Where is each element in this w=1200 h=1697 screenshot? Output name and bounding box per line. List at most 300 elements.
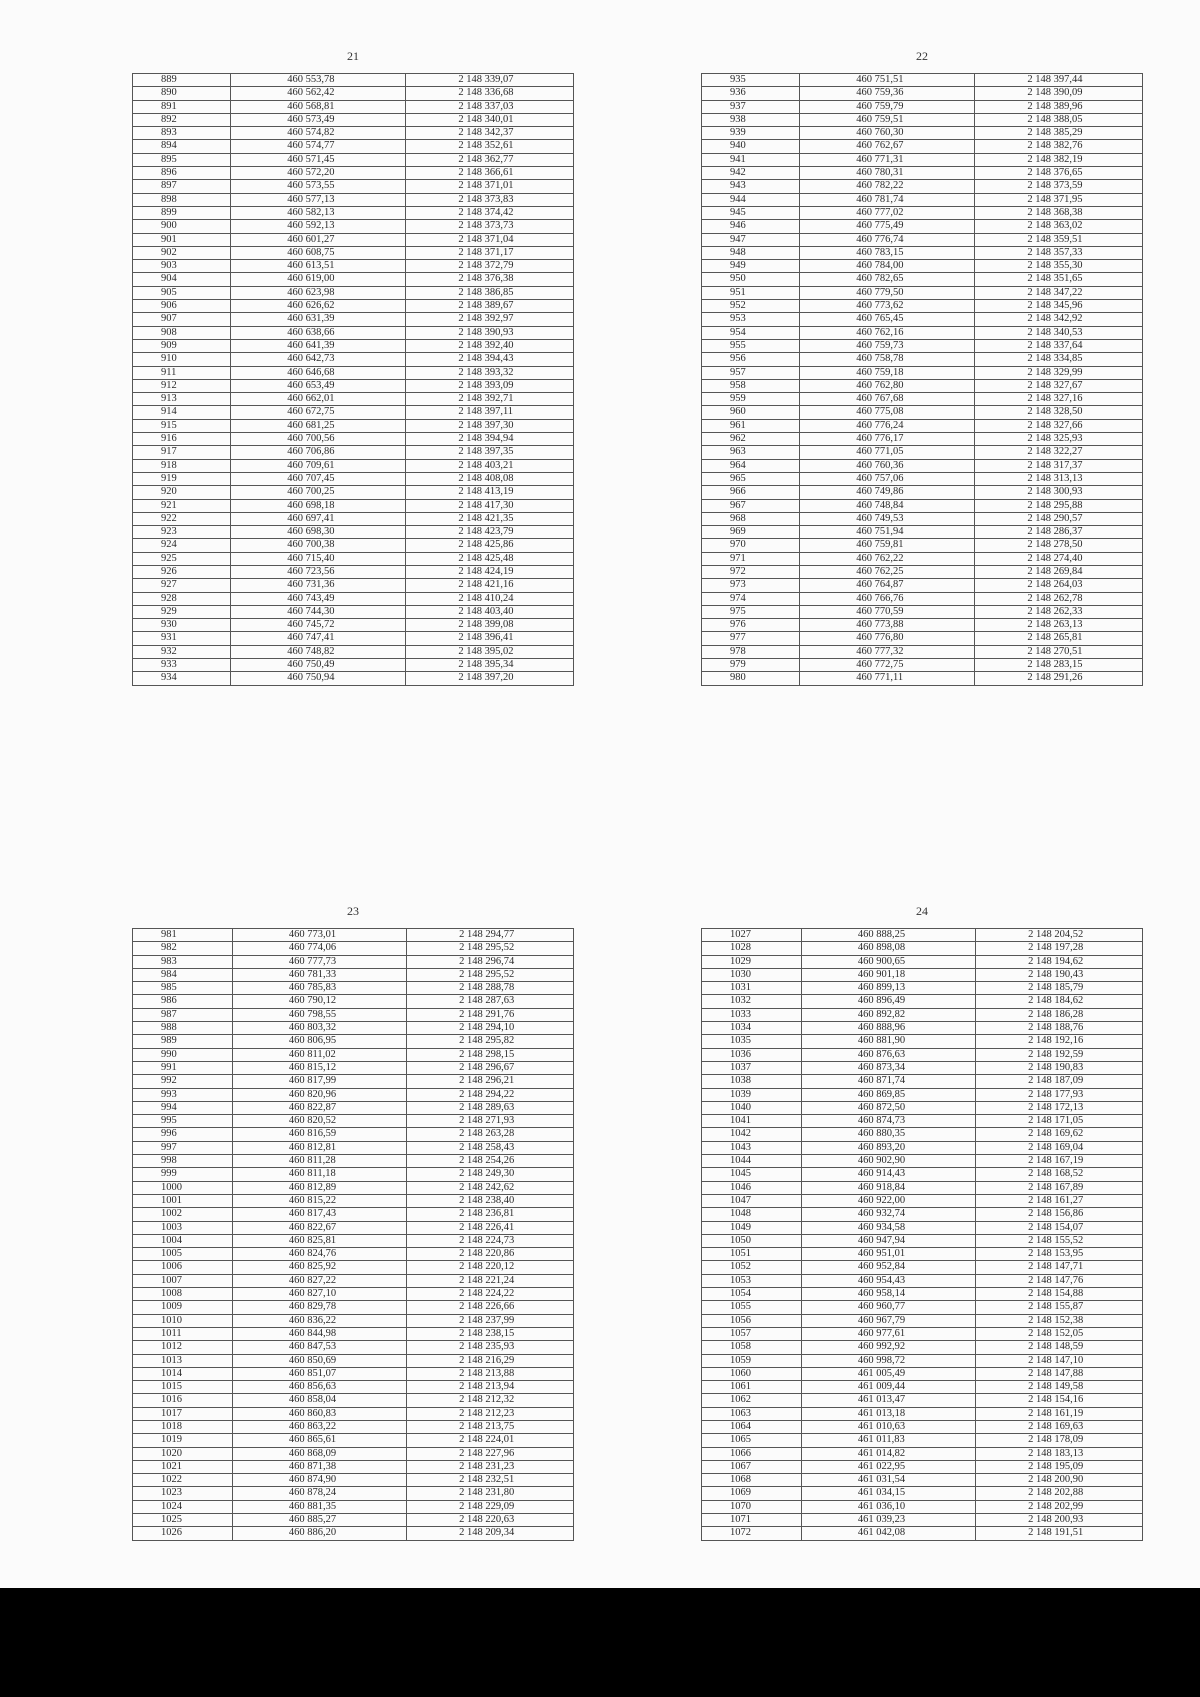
point-number-cell: 919 xyxy=(133,472,231,485)
y-coordinate-cell: 2 148 397,20 xyxy=(406,672,574,685)
table-row xyxy=(702,286,1143,299)
table-row xyxy=(702,982,1143,995)
page-22 xyxy=(701,49,1143,684)
table-row xyxy=(702,995,1143,1008)
x-coordinate-cell: 460 642,73 xyxy=(231,353,406,366)
point-number-cell: 950 xyxy=(702,273,800,286)
point-number-cell: 969 xyxy=(702,526,800,539)
table-row xyxy=(702,579,1143,592)
point-number-cell: 998 xyxy=(133,1155,233,1168)
table-row xyxy=(702,486,1143,499)
point-number-cell: 1069 xyxy=(702,1487,802,1500)
table-row xyxy=(702,87,1143,100)
y-coordinate-cell: 2 148 171,05 xyxy=(976,1115,1143,1128)
y-coordinate-cell: 2 148 340,01 xyxy=(406,113,574,126)
table-row xyxy=(133,220,574,233)
x-coordinate-cell: 460 932,74 xyxy=(801,1208,975,1221)
x-coordinate-cell: 460 759,36 xyxy=(800,87,975,100)
point-number-cell: 1071 xyxy=(702,1514,802,1527)
table-row xyxy=(133,419,574,432)
y-coordinate-cell: 2 148 403,40 xyxy=(406,605,574,618)
x-coordinate-cell: 460 881,35 xyxy=(232,1500,406,1513)
point-number-cell: 1034 xyxy=(702,1022,802,1035)
x-coordinate-cell: 460 824,76 xyxy=(232,1248,406,1261)
point-number-cell: 1005 xyxy=(133,1248,233,1261)
x-coordinate-cell: 460 822,67 xyxy=(232,1221,406,1234)
point-number-cell: 909 xyxy=(133,339,231,352)
y-coordinate-cell: 2 148 183,13 xyxy=(976,1447,1143,1460)
point-number-cell: 963 xyxy=(702,446,800,459)
table-row xyxy=(702,1367,1143,1380)
point-number-cell: 1039 xyxy=(702,1088,802,1101)
y-coordinate-cell: 2 148 236,81 xyxy=(407,1208,574,1221)
x-coordinate-cell: 460 672,75 xyxy=(231,406,406,419)
y-coordinate-cell: 2 148 296,67 xyxy=(407,1061,574,1074)
table-row xyxy=(133,605,574,618)
table-row xyxy=(702,942,1143,955)
x-coordinate-cell: 460 871,38 xyxy=(232,1460,406,1473)
table-row xyxy=(133,459,574,472)
y-coordinate-cell: 2 148 227,96 xyxy=(407,1447,574,1460)
point-number-cell: 986 xyxy=(133,995,233,1008)
table-row xyxy=(133,1407,574,1420)
x-coordinate-cell: 460 743,49 xyxy=(231,592,406,605)
y-coordinate-cell: 2 148 262,78 xyxy=(975,592,1143,605)
table-row xyxy=(133,592,574,605)
table-row xyxy=(133,1194,574,1207)
table-row xyxy=(133,1288,574,1301)
point-number-cell: 913 xyxy=(133,393,231,406)
x-coordinate-cell: 460 829,78 xyxy=(232,1301,406,1314)
y-coordinate-cell: 2 148 300,93 xyxy=(975,486,1143,499)
y-coordinate-cell: 2 148 289,63 xyxy=(407,1101,574,1114)
point-number-cell: 961 xyxy=(702,419,800,432)
table-row xyxy=(133,1394,574,1407)
x-coordinate-cell: 460 820,96 xyxy=(232,1088,406,1101)
point-number-cell: 931 xyxy=(133,632,231,645)
y-coordinate-cell: 2 148 317,37 xyxy=(975,459,1143,472)
point-number-cell: 900 xyxy=(133,220,231,233)
x-coordinate-cell: 460 697,41 xyxy=(231,512,406,525)
x-coordinate-cell: 460 872,50 xyxy=(801,1101,975,1114)
y-coordinate-cell: 2 148 221,24 xyxy=(407,1274,574,1287)
table-row xyxy=(702,672,1143,685)
y-coordinate-cell: 2 148 294,77 xyxy=(407,929,574,942)
x-coordinate-cell: 460 762,22 xyxy=(800,552,975,565)
point-number-cell: 967 xyxy=(702,499,800,512)
point-number-cell: 906 xyxy=(133,300,231,313)
y-coordinate-cell: 2 148 263,28 xyxy=(407,1128,574,1141)
table-row xyxy=(133,1048,574,1061)
x-coordinate-cell: 460 836,22 xyxy=(232,1314,406,1327)
x-coordinate-cell: 460 681,25 xyxy=(231,419,406,432)
y-coordinate-cell: 2 148 337,64 xyxy=(975,339,1143,352)
y-coordinate-cell: 2 148 394,43 xyxy=(406,353,574,366)
x-coordinate-cell: 460 798,55 xyxy=(232,1008,406,1021)
x-coordinate-cell: 460 646,68 xyxy=(231,366,406,379)
point-number-cell: 943 xyxy=(702,180,800,193)
point-number-cell: 949 xyxy=(702,260,800,273)
y-coordinate-cell: 2 148 155,52 xyxy=(976,1234,1143,1247)
table-row xyxy=(702,127,1143,140)
y-coordinate-cell: 2 148 342,92 xyxy=(975,313,1143,326)
point-number-cell: 978 xyxy=(702,645,800,658)
table-row xyxy=(133,1474,574,1487)
y-coordinate-cell: 2 148 283,15 xyxy=(975,659,1143,672)
x-coordinate-cell: 460 757,06 xyxy=(800,472,975,485)
point-number-cell: 990 xyxy=(133,1048,233,1061)
y-coordinate-cell: 2 148 392,40 xyxy=(406,339,574,352)
table-row xyxy=(133,273,574,286)
x-coordinate-cell: 460 856,63 xyxy=(232,1381,406,1394)
table-row xyxy=(133,74,574,87)
point-number-cell: 960 xyxy=(702,406,800,419)
x-coordinate-cell: 460 806,95 xyxy=(232,1035,406,1048)
point-number-cell: 923 xyxy=(133,526,231,539)
x-coordinate-cell: 460 758,78 xyxy=(800,353,975,366)
y-coordinate-cell: 2 148 382,76 xyxy=(975,140,1143,153)
y-coordinate-cell: 2 148 288,78 xyxy=(407,982,574,995)
x-coordinate-cell: 460 764,87 xyxy=(800,579,975,592)
point-number-cell: 917 xyxy=(133,446,231,459)
point-number-cell: 1001 xyxy=(133,1194,233,1207)
x-coordinate-cell: 460 827,10 xyxy=(232,1288,406,1301)
point-number-cell: 905 xyxy=(133,286,231,299)
y-coordinate-cell: 2 148 278,50 xyxy=(975,539,1143,552)
x-coordinate-cell: 460 874,90 xyxy=(232,1474,406,1487)
x-coordinate-cell: 460 773,88 xyxy=(800,619,975,632)
x-coordinate-cell: 460 811,18 xyxy=(232,1168,406,1181)
x-coordinate-cell: 461 036,10 xyxy=(801,1500,975,1513)
table-row xyxy=(702,1527,1143,1540)
table-row xyxy=(133,1101,574,1114)
x-coordinate-cell: 460 553,78 xyxy=(231,74,406,87)
point-number-cell: 1064 xyxy=(702,1420,802,1433)
y-coordinate-cell: 2 148 254,26 xyxy=(407,1155,574,1168)
table-row xyxy=(133,982,574,995)
y-coordinate-cell: 2 148 352,61 xyxy=(406,140,574,153)
point-number-cell: 975 xyxy=(702,605,800,618)
table-row xyxy=(702,1460,1143,1473)
y-coordinate-cell: 2 148 362,77 xyxy=(406,153,574,166)
x-coordinate-cell: 460 776,74 xyxy=(800,233,975,246)
point-number-cell: 938 xyxy=(702,113,800,126)
point-number-cell: 945 xyxy=(702,206,800,219)
y-coordinate-cell: 2 148 262,33 xyxy=(975,605,1143,618)
table-row xyxy=(702,552,1143,565)
x-coordinate-cell: 461 013,18 xyxy=(801,1407,975,1420)
y-coordinate-cell: 2 148 161,19 xyxy=(976,1407,1143,1420)
y-coordinate-cell: 2 148 359,51 xyxy=(975,233,1143,246)
x-coordinate-cell: 460 902,90 xyxy=(801,1155,975,1168)
x-coordinate-cell: 460 860,83 xyxy=(232,1407,406,1420)
x-coordinate-cell: 460 631,39 xyxy=(231,313,406,326)
page-24 xyxy=(701,904,1143,1539)
y-coordinate-cell: 2 148 231,80 xyxy=(407,1487,574,1500)
y-coordinate-cell: 2 148 147,10 xyxy=(976,1354,1143,1367)
table-row xyxy=(133,1487,574,1500)
table-row xyxy=(702,446,1143,459)
point-number-cell: 985 xyxy=(133,982,233,995)
point-number-cell: 1033 xyxy=(702,1008,802,1021)
y-coordinate-cell: 2 148 291,76 xyxy=(407,1008,574,1021)
table-row xyxy=(133,193,574,206)
y-coordinate-cell: 2 148 168,52 xyxy=(976,1168,1143,1181)
coordinates-table xyxy=(132,928,574,1541)
y-coordinate-cell: 2 148 195,09 xyxy=(976,1460,1143,1473)
y-coordinate-cell: 2 148 394,94 xyxy=(406,433,574,446)
y-coordinate-cell: 2 148 167,89 xyxy=(976,1181,1143,1194)
x-coordinate-cell: 460 812,89 xyxy=(232,1181,406,1194)
y-coordinate-cell: 2 148 408,08 xyxy=(406,472,574,485)
point-number-cell: 1067 xyxy=(702,1460,802,1473)
table-row xyxy=(133,486,574,499)
table-row xyxy=(133,1527,574,1540)
y-coordinate-cell: 2 148 393,32 xyxy=(406,366,574,379)
point-number-cell: 1054 xyxy=(702,1288,802,1301)
y-coordinate-cell: 2 148 322,27 xyxy=(975,446,1143,459)
point-number-cell: 964 xyxy=(702,459,800,472)
y-coordinate-cell: 2 148 232,51 xyxy=(407,1474,574,1487)
table-row xyxy=(702,1301,1143,1314)
point-number-cell: 994 xyxy=(133,1101,233,1114)
y-coordinate-cell: 2 148 185,79 xyxy=(976,982,1143,995)
x-coordinate-cell: 460 825,81 xyxy=(232,1234,406,1247)
point-number-cell: 954 xyxy=(702,326,800,339)
table-row xyxy=(702,565,1143,578)
point-number-cell: 1029 xyxy=(702,955,802,968)
coordinates-table xyxy=(132,73,574,686)
table-row xyxy=(133,1155,574,1168)
x-coordinate-cell: 460 899,13 xyxy=(801,982,975,995)
point-number-cell: 979 xyxy=(702,659,800,672)
y-coordinate-cell: 2 148 295,88 xyxy=(975,499,1143,512)
x-coordinate-cell: 460 825,92 xyxy=(232,1261,406,1274)
point-number-cell: 924 xyxy=(133,539,231,552)
y-coordinate-cell: 2 148 399,08 xyxy=(406,619,574,632)
point-number-cell: 1028 xyxy=(702,942,802,955)
point-number-cell: 959 xyxy=(702,393,800,406)
x-coordinate-cell: 460 707,45 xyxy=(231,472,406,485)
point-number-cell: 972 xyxy=(702,565,800,578)
x-coordinate-cell: 460 760,36 xyxy=(800,459,975,472)
x-coordinate-cell: 461 005,49 xyxy=(801,1367,975,1380)
point-number-cell: 1070 xyxy=(702,1500,802,1513)
table-row xyxy=(133,206,574,219)
table-row xyxy=(133,955,574,968)
y-coordinate-cell: 2 148 376,38 xyxy=(406,273,574,286)
x-coordinate-cell: 460 772,75 xyxy=(800,659,975,672)
y-coordinate-cell: 2 148 295,52 xyxy=(407,942,574,955)
x-coordinate-cell: 460 785,83 xyxy=(232,982,406,995)
y-coordinate-cell: 2 148 295,82 xyxy=(407,1035,574,1048)
table-row xyxy=(133,446,574,459)
y-coordinate-cell: 2 148 286,37 xyxy=(975,526,1143,539)
table-row xyxy=(702,1061,1143,1074)
y-coordinate-cell: 2 148 169,62 xyxy=(976,1128,1143,1141)
point-number-cell: 1009 xyxy=(133,1301,233,1314)
point-number-cell: 982 xyxy=(133,942,233,955)
table-row xyxy=(702,1022,1143,1035)
point-number-cell: 987 xyxy=(133,1008,233,1021)
point-number-cell: 1030 xyxy=(702,968,802,981)
table-row xyxy=(702,180,1143,193)
point-number-cell: 951 xyxy=(702,286,800,299)
table-row xyxy=(702,339,1143,352)
x-coordinate-cell: 460 750,94 xyxy=(231,672,406,685)
table-row xyxy=(702,1048,1143,1061)
y-coordinate-cell: 2 148 347,22 xyxy=(975,286,1143,299)
x-coordinate-cell: 460 960,77 xyxy=(801,1301,975,1314)
point-number-cell: 1065 xyxy=(702,1434,802,1447)
point-number-cell: 927 xyxy=(133,579,231,592)
table-row xyxy=(702,955,1143,968)
x-coordinate-cell: 460 847,53 xyxy=(232,1341,406,1354)
table-row xyxy=(133,393,574,406)
x-coordinate-cell: 460 715,40 xyxy=(231,552,406,565)
x-coordinate-cell: 460 773,62 xyxy=(800,300,975,313)
x-coordinate-cell: 460 773,01 xyxy=(232,929,406,942)
y-coordinate-cell: 2 148 224,73 xyxy=(407,1234,574,1247)
table-row xyxy=(702,1447,1143,1460)
table-row xyxy=(133,379,574,392)
x-coordinate-cell: 460 815,22 xyxy=(232,1194,406,1207)
table-row xyxy=(133,313,574,326)
x-coordinate-cell: 460 892,82 xyxy=(801,1008,975,1021)
point-number-cell: 991 xyxy=(133,1061,233,1074)
y-coordinate-cell: 2 148 177,93 xyxy=(976,1088,1143,1101)
point-number-cell: 910 xyxy=(133,353,231,366)
table-row xyxy=(133,113,574,126)
y-coordinate-cell: 2 148 147,76 xyxy=(976,1274,1143,1287)
point-number-cell: 965 xyxy=(702,472,800,485)
point-number-cell: 1024 xyxy=(133,1500,233,1513)
x-coordinate-cell: 460 573,49 xyxy=(231,113,406,126)
x-coordinate-cell: 460 858,04 xyxy=(232,1394,406,1407)
table-row xyxy=(702,1115,1143,1128)
x-coordinate-cell: 460 762,80 xyxy=(800,379,975,392)
table-row xyxy=(133,1061,574,1074)
point-number-cell: 1015 xyxy=(133,1381,233,1394)
table-row xyxy=(133,1420,574,1433)
x-coordinate-cell: 460 893,20 xyxy=(801,1141,975,1154)
point-number-cell: 947 xyxy=(702,233,800,246)
x-coordinate-cell: 460 951,01 xyxy=(801,1248,975,1261)
table-row xyxy=(702,233,1143,246)
point-number-cell: 1038 xyxy=(702,1075,802,1088)
x-coordinate-cell: 460 744,30 xyxy=(231,605,406,618)
table-row xyxy=(702,1514,1143,1527)
table-row xyxy=(133,1208,574,1221)
y-coordinate-cell: 2 148 386,85 xyxy=(406,286,574,299)
point-number-cell: 1043 xyxy=(702,1141,802,1154)
y-coordinate-cell: 2 148 385,29 xyxy=(975,127,1143,140)
point-number-cell: 1021 xyxy=(133,1460,233,1473)
point-number-cell: 908 xyxy=(133,326,231,339)
x-coordinate-cell: 460 992,92 xyxy=(801,1341,975,1354)
point-number-cell: 940 xyxy=(702,140,800,153)
x-coordinate-cell: 460 760,30 xyxy=(800,127,975,140)
x-coordinate-cell: 460 748,84 xyxy=(800,499,975,512)
y-coordinate-cell: 2 148 327,67 xyxy=(975,379,1143,392)
x-coordinate-cell: 461 022,95 xyxy=(801,1460,975,1473)
point-number-cell: 912 xyxy=(133,379,231,392)
point-number-cell: 1018 xyxy=(133,1420,233,1433)
x-coordinate-cell: 460 901,18 xyxy=(801,968,975,981)
point-number-cell: 894 xyxy=(133,140,231,153)
x-coordinate-cell: 460 952,84 xyxy=(801,1261,975,1274)
point-number-cell: 1000 xyxy=(133,1181,233,1194)
y-coordinate-cell: 2 148 152,38 xyxy=(976,1314,1143,1327)
y-coordinate-cell: 2 148 213,94 xyxy=(407,1381,574,1394)
y-coordinate-cell: 2 148 148,59 xyxy=(976,1341,1143,1354)
x-coordinate-cell: 460 816,59 xyxy=(232,1128,406,1141)
table-row xyxy=(702,1261,1143,1274)
table-row xyxy=(702,246,1143,259)
x-coordinate-cell: 460 780,31 xyxy=(800,167,975,180)
x-coordinate-cell: 461 034,15 xyxy=(801,1487,975,1500)
x-coordinate-cell: 460 783,15 xyxy=(800,246,975,259)
table-row xyxy=(133,1274,574,1287)
table-row xyxy=(702,433,1143,446)
table-row xyxy=(702,1341,1143,1354)
point-number-cell: 928 xyxy=(133,592,231,605)
point-number-cell: 946 xyxy=(702,220,800,233)
table-row xyxy=(702,1500,1143,1513)
x-coordinate-cell: 460 958,14 xyxy=(801,1288,975,1301)
point-number-cell: 1012 xyxy=(133,1341,233,1354)
point-number-cell: 1041 xyxy=(702,1115,802,1128)
table-row xyxy=(133,1447,574,1460)
y-coordinate-cell: 2 148 336,68 xyxy=(406,87,574,100)
table-row xyxy=(133,552,574,565)
table-row xyxy=(133,339,574,352)
table-row xyxy=(133,1022,574,1035)
x-coordinate-cell: 460 781,33 xyxy=(232,968,406,981)
point-number-cell: 981 xyxy=(133,929,233,942)
y-coordinate-cell: 2 148 242,62 xyxy=(407,1181,574,1194)
y-coordinate-cell: 2 148 327,16 xyxy=(975,393,1143,406)
x-coordinate-cell: 460 967,79 xyxy=(801,1314,975,1327)
y-coordinate-cell: 2 148 368,38 xyxy=(975,206,1143,219)
y-coordinate-cell: 2 148 235,93 xyxy=(407,1341,574,1354)
table-row xyxy=(702,619,1143,632)
x-coordinate-cell: 460 750,49 xyxy=(231,659,406,672)
table-row xyxy=(702,113,1143,126)
x-coordinate-cell: 460 880,35 xyxy=(801,1128,975,1141)
y-coordinate-cell: 2 148 147,71 xyxy=(976,1261,1143,1274)
table-row xyxy=(702,1075,1143,1088)
table-row xyxy=(133,499,574,512)
y-coordinate-cell: 2 148 296,21 xyxy=(407,1075,574,1088)
table-row xyxy=(702,300,1143,313)
y-coordinate-cell: 2 148 373,59 xyxy=(975,180,1143,193)
point-number-cell: 1035 xyxy=(702,1035,802,1048)
point-number-cell: 956 xyxy=(702,353,800,366)
y-coordinate-cell: 2 148 395,02 xyxy=(406,645,574,658)
point-number-cell: 1072 xyxy=(702,1527,802,1540)
x-coordinate-cell: 460 662,01 xyxy=(231,393,406,406)
point-number-cell: 893 xyxy=(133,127,231,140)
x-coordinate-cell: 460 762,16 xyxy=(800,326,975,339)
point-number-cell: 897 xyxy=(133,180,231,193)
y-coordinate-cell: 2 148 202,99 xyxy=(976,1500,1143,1513)
table-row xyxy=(133,968,574,981)
x-coordinate-cell: 460 766,76 xyxy=(800,592,975,605)
point-number-cell: 980 xyxy=(702,672,800,685)
x-coordinate-cell: 460 759,51 xyxy=(800,113,975,126)
x-coordinate-cell: 460 777,73 xyxy=(232,955,406,968)
